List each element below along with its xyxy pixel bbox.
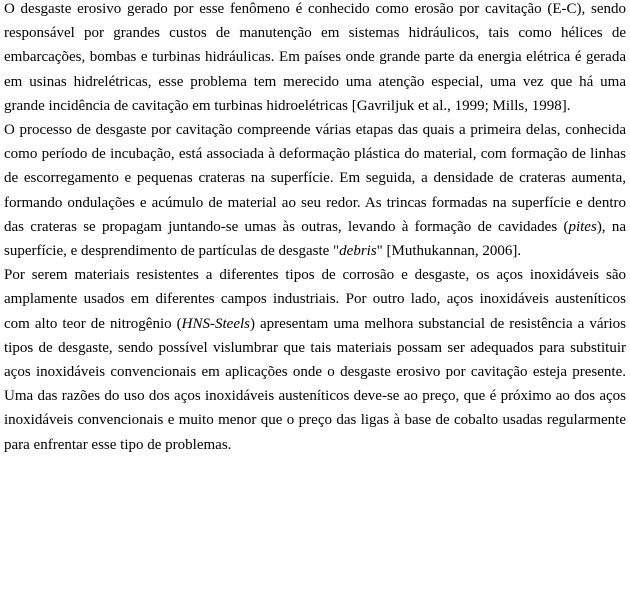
- italic-term-debris: debris: [339, 243, 377, 260]
- paragraph-text: ) apresentam uma melhora substancial de resistência a vários tipos de desgaste, sendo possível vislumbrar que tais materiais possam ser adequados para substituir aços inoxidáveis convencionais em aplicações onde o desgaste erosivo por cavitação esteja presente. Uma das razões do uso dos aços inoxidáveis austeníticos deve-se ao preço, que é próximo ao dos aços inoxidáveis convencionais e muito menor que o preço das ligas à base de cobalto usadas regularmente para enfrentar esse tipo de problemas.: [4, 315, 626, 453]
- paragraph-text: " [Muthukannan, 2006].: [376, 243, 522, 260]
- italic-term-hns-steels: HNS-Steels: [181, 315, 250, 332]
- paragraph-stainless-steels: [4, 263, 626, 457]
- paragraph-wear-process: [4, 118, 626, 263]
- paragraph-text: O desgaste erosivo gerado por esse fenômeno é conhecido como erosão por cavitação (E-C), sendo responsável por grandes custos de manutenção em sistemas hidráulicos, tais como hélices de embarcações, bombas e turbinas hidráulicas. Em países onde grande parte da energia elétrica é gerada em usinas hidrelétricas, esse problema tem merecido uma atenção especial, uma vez que há uma grande incidência de cavitação em turbinas hidroelétricas [Gavriljuk et al., 1999; Mills, 1998].: [4, 1, 626, 114]
- paragraph-text: O processo de desgaste por cavitação compreende várias etapas das quais a primeira delas, conhecida como período de incubação, está associada à deformação plástica do material, com formação de linhas de escorregamento e pequenas crateras na superfície. Em seguida, a densidade de crateras aumenta, formando ondulações e acúmulo de material ao seu redor. As trincas formadas na superfície e dentro das crateras se propagam juntando-se umas às outras, levando à formação de cavidades (: [4, 122, 626, 235]
- paragraph-text: Por serem materiais resistentes a diferentes tipos de corrosão e desgaste, os aços inoxidáveis são amplamente usados em diferentes campos industriais. Por outro lado, aços inoxidáveis austeníticos com alto teor de nitrogênio (: [4, 267, 626, 332]
- paragraph-text: ), na superfície, e desprendimento de partículas de desgaste ": [4, 218, 627, 260]
- paragraph-cavitation-erosion: [4, 0, 626, 118]
- italic-term-pites: pites: [568, 218, 597, 235]
